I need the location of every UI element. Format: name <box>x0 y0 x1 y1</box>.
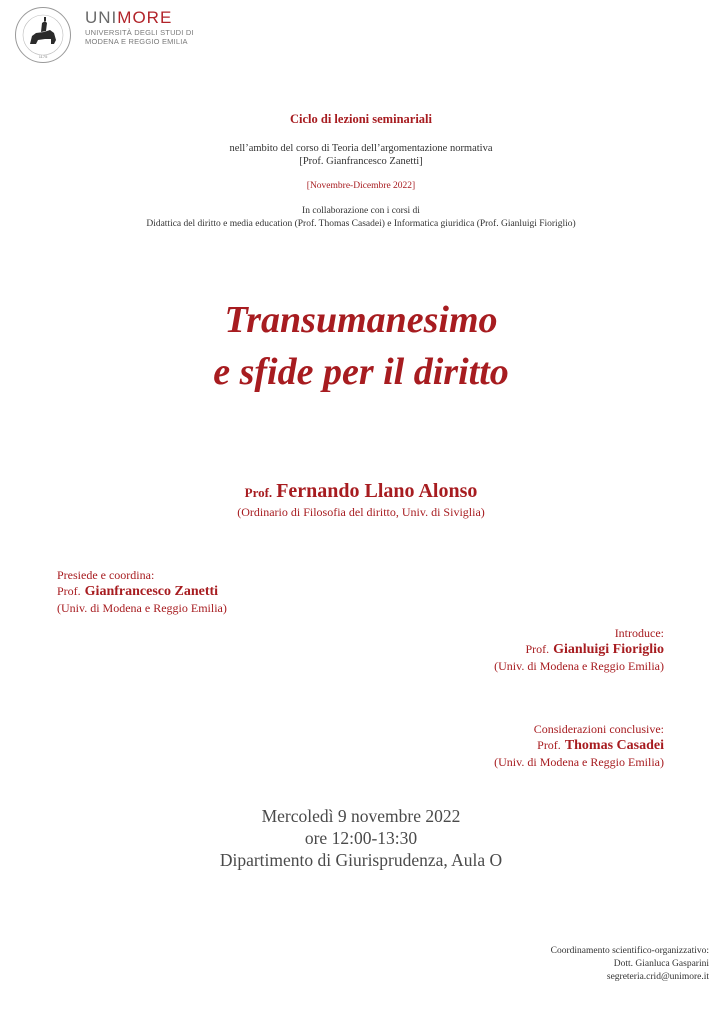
introducer-label: Introduce: <box>614 626 664 640</box>
cycle-heading: Ciclo di lezioni seminariali <box>289 112 432 126</box>
brand-name <box>85 8 194 28</box>
conclusions-fullname: Thomas Casadei <box>564 738 664 753</box>
conclusions-prefix: Prof. <box>537 738 561 752</box>
introducer-fullname: Gianluigi Fioriglio <box>553 642 664 657</box>
speaker-prefix: Prof. <box>244 485 273 500</box>
university-seal-icon <box>14 6 72 64</box>
footer-email[interactable]: segreteria.crid@unimore.it <box>606 972 709 982</box>
chair-fullname: Gianfrancesco Zanetti <box>84 584 219 599</box>
brand-subtitle-1: UNIVERSITÀ DEGLI STUDI DI <box>85 28 194 37</box>
brand-prefix: UNI <box>85 8 118 27</box>
introducer-prefix: Prof. <box>525 642 550 656</box>
conclusions-label: Considerazioni conclusive: <box>533 722 664 736</box>
conclusions-block <box>494 722 664 769</box>
introducer-block <box>494 626 664 673</box>
event-info <box>0 805 722 871</box>
chair-affiliation: (Univ. di Modena e Reggio Emilia) <box>57 601 227 615</box>
footer-person: Dott. Gianluca Gasparini <box>613 959 709 969</box>
chair-name <box>57 582 227 601</box>
title-line-1: Transumanesimo <box>224 299 498 341</box>
title-line-2: e sfide per il diritto <box>213 351 509 393</box>
event-date: Mercoledì 9 novembre 2022 <box>261 806 461 826</box>
speaker-fullname: Fernando Llano Alonso <box>276 480 478 502</box>
introducer-name <box>494 640 664 659</box>
introducer-affiliation: (Univ. di Modena e Reggio Emilia) <box>494 659 664 673</box>
footer-contact <box>551 945 709 984</box>
brand-subtitle-2: MODENA E REGGIO EMILIA <box>85 37 188 46</box>
speaker-affiliation: (Ordinario di Filosofia del diritto, Univ. di Siviglia) <box>237 505 485 519</box>
brand-logo <box>85 8 194 46</box>
speaker-name <box>0 480 722 503</box>
dates-line: [Novembre-Dicembre 2022] <box>306 181 416 191</box>
collab-line-1: In collaborazione con i corsi di <box>302 206 420 216</box>
brand-suffix: MORE <box>117 8 173 27</box>
conclusions-name <box>494 736 664 755</box>
event-time: ore 12:00-13:30 <box>304 828 418 848</box>
conclusions-affiliation: (Univ. di Modena e Reggio Emilia) <box>494 755 664 769</box>
chair-block <box>57 568 227 615</box>
collab-line-2: Didattica del diritto e media education (Prof. Thomas Casadei) e Informatica giuridica (Prof. Gianluigi Fioriglio) <box>146 219 576 229</box>
chair-prefix: Prof. <box>57 584 81 598</box>
chair-label: Presiede e coordina: <box>57 568 155 582</box>
context-line-1: nell’ambito del corso di Teoria dell’argomentazione normativa <box>229 143 493 154</box>
footer-label: Coordinamento scientifico-organizzativo: <box>550 946 709 956</box>
event-place: Dipartimento di Giurisprudenza, Aula O <box>219 850 503 870</box>
context-line-2: [Prof. Gianfrancesco Zanetti] <box>299 156 423 167</box>
svg-text:1175: 1175 <box>38 54 48 59</box>
